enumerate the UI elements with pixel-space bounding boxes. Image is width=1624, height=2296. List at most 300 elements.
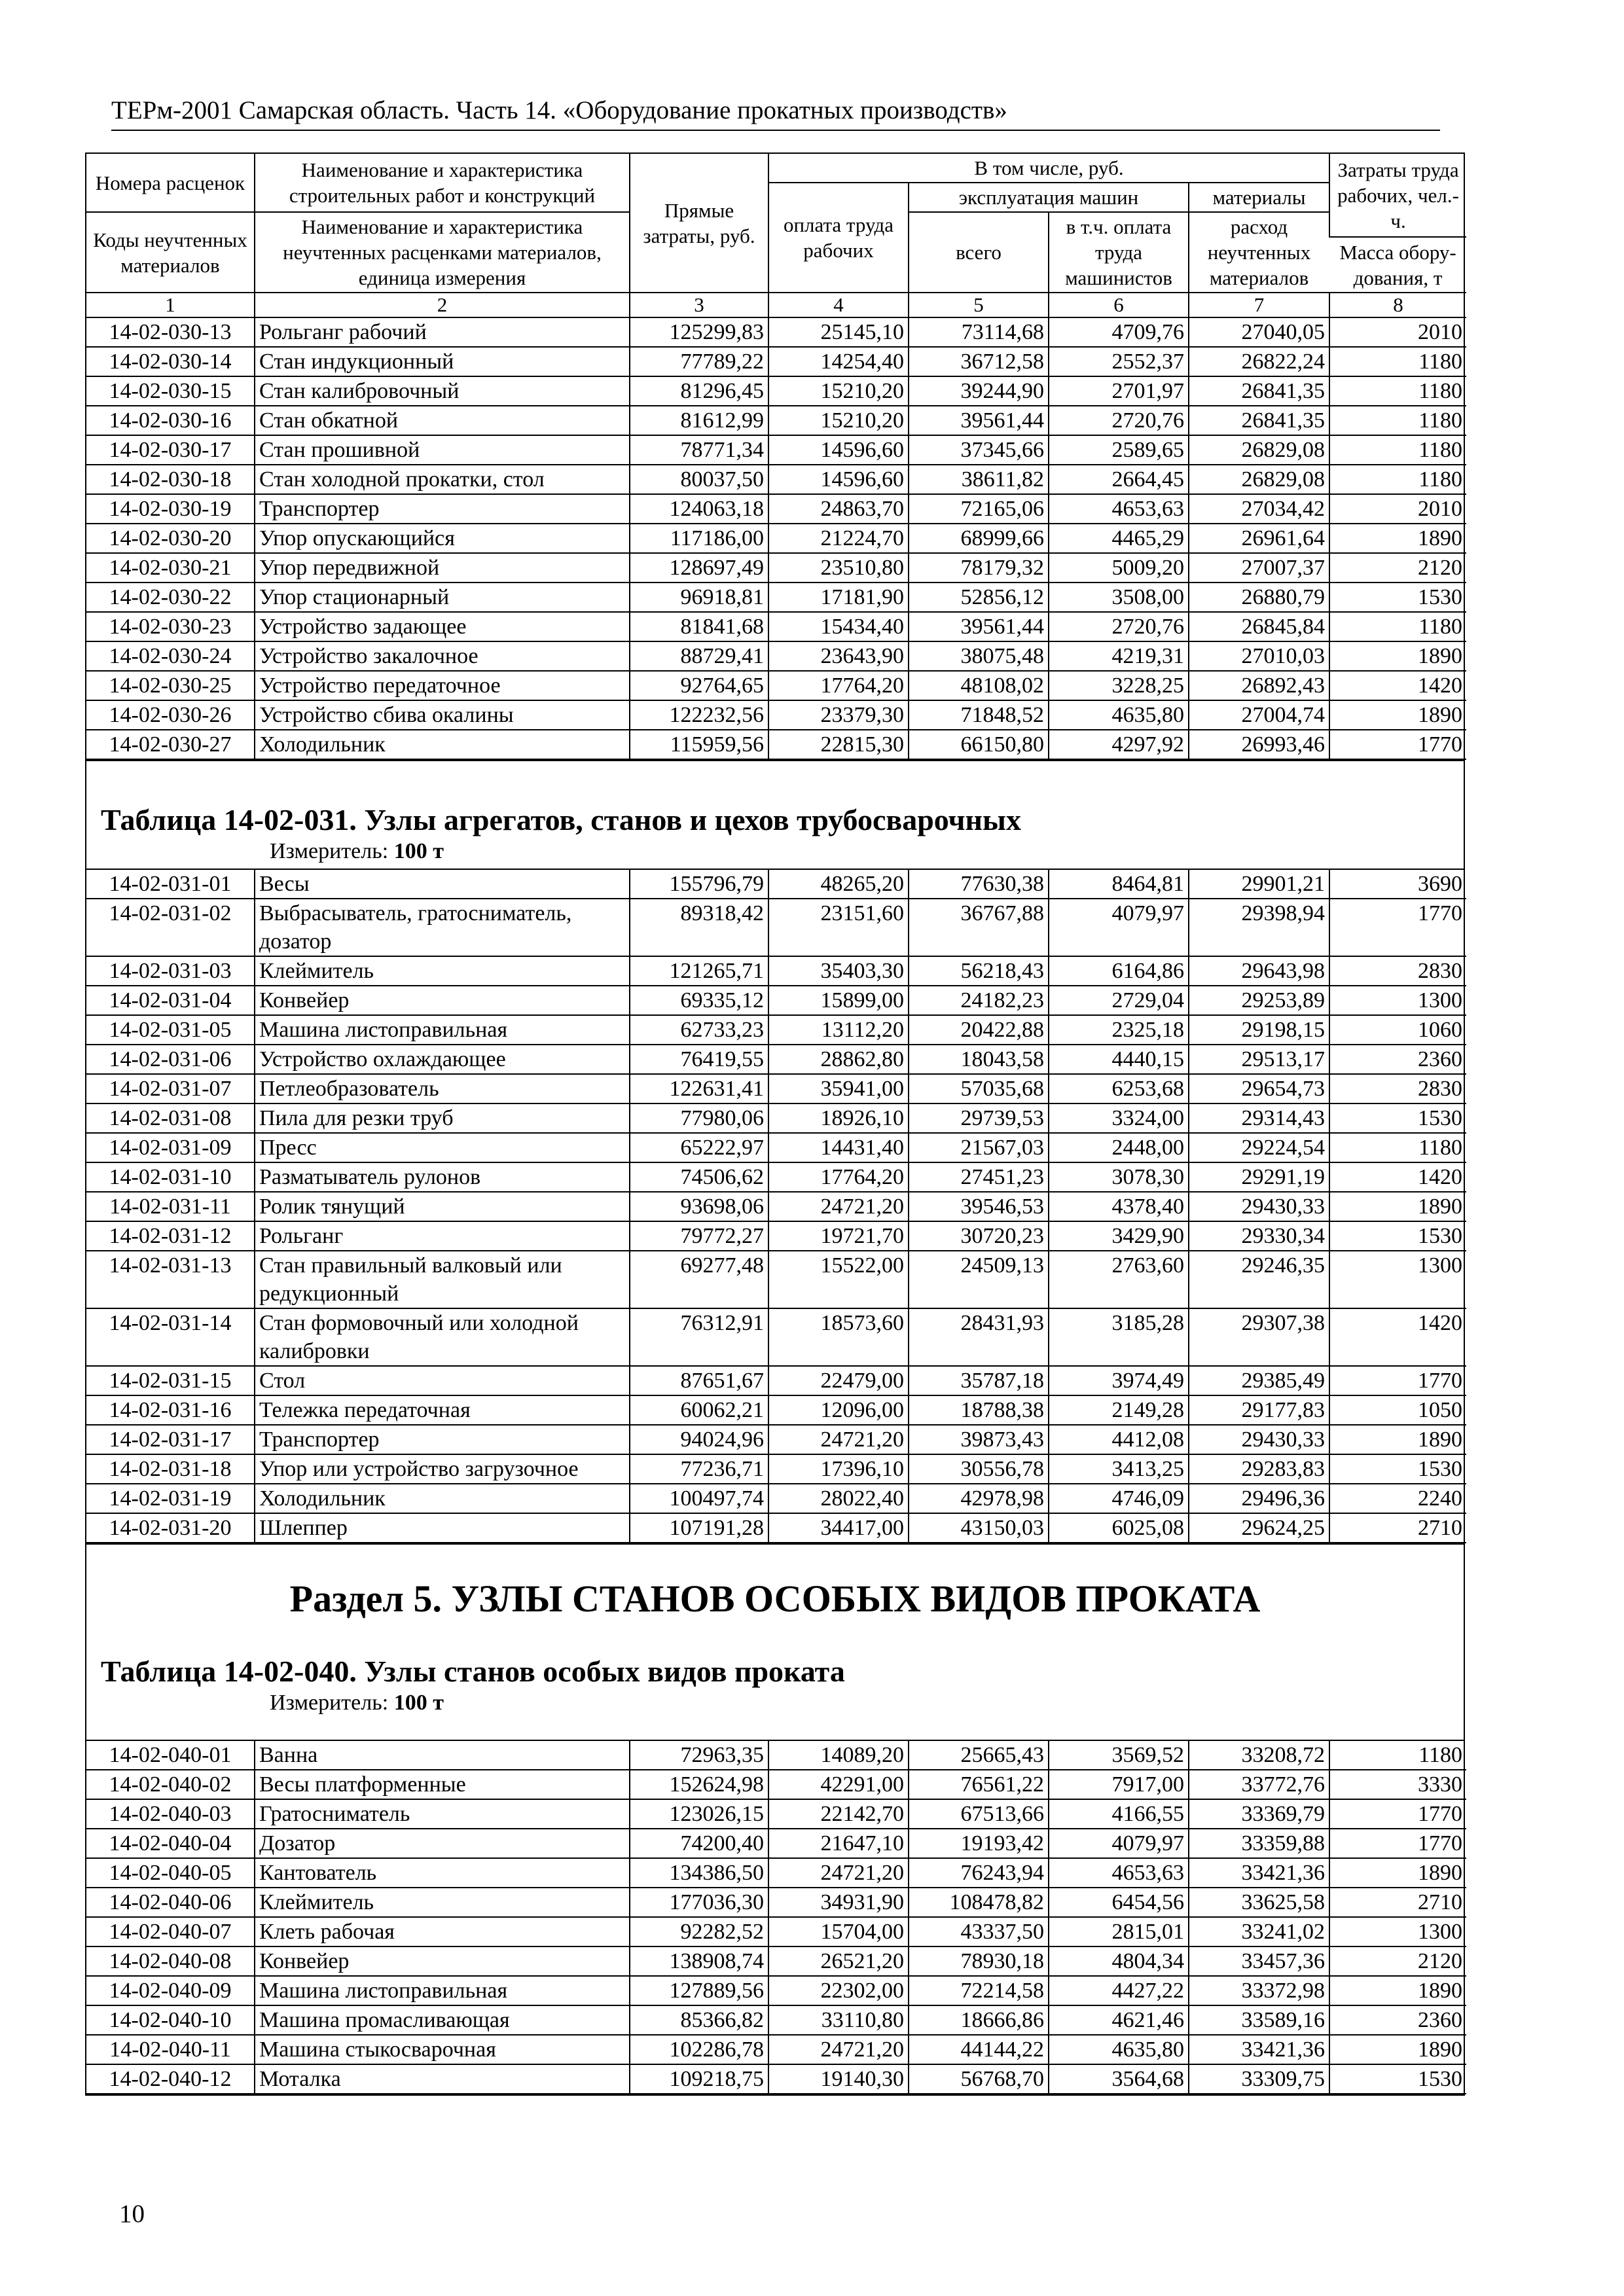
rate-code-cell: 14-02-030-13 bbox=[86, 318, 255, 347]
machines-total-cell: 24509,13 bbox=[909, 1251, 1049, 1308]
machines-total-cell: 42978,98 bbox=[909, 1484, 1049, 1513]
direct-costs-cell: 80037,50 bbox=[630, 465, 768, 494]
materials-cell: 26841,35 bbox=[1189, 406, 1329, 435]
direct-costs-cell: 123026,15 bbox=[630, 1799, 768, 1829]
machines-total-cell: 108478,82 bbox=[909, 1888, 1049, 1917]
labor-hours-cell: 1530 bbox=[1329, 1221, 1466, 1251]
col-machines-header: эксплуатация машин bbox=[909, 183, 1189, 212]
labor-hours-cell: 1420 bbox=[1329, 1162, 1466, 1192]
direct-costs-cell: 81841,68 bbox=[630, 612, 768, 641]
worker-pay-cell: 28862,80 bbox=[768, 1045, 909, 1074]
machinist-pay-cell: 4465,29 bbox=[1049, 524, 1189, 553]
machines-total-cell: 18666,86 bbox=[909, 2005, 1049, 2035]
table-row bbox=[86, 524, 1466, 553]
rate-code-cell: 14-02-030-14 bbox=[86, 347, 255, 376]
machinist-pay-cell: 3569,52 bbox=[1049, 1741, 1189, 1770]
machinist-pay-cell: 7917,00 bbox=[1049, 1770, 1189, 1799]
machinist-pay-cell: 6454,56 bbox=[1049, 1888, 1189, 1917]
rate-code-cell: 14-02-040-10 bbox=[86, 2005, 255, 2035]
rate-code-cell: 14-02-030-20 bbox=[86, 524, 255, 553]
direct-costs-cell: 81612,99 bbox=[630, 406, 768, 435]
worker-pay-cell: 22815,30 bbox=[768, 730, 909, 759]
labor-hours-cell: 1060 bbox=[1329, 1015, 1466, 1045]
rate-code-cell: 14-02-030-18 bbox=[86, 465, 255, 494]
name-cell: Моталка bbox=[255, 2064, 630, 2094]
col-machinist-pay-header: в т.ч. оплата труда машинистов bbox=[1049, 212, 1189, 293]
rate-code-cell: 14-02-031-17 bbox=[86, 1425, 255, 1454]
machinist-pay-cell: 6164,86 bbox=[1049, 956, 1189, 986]
labor-hours-cell: 2120 bbox=[1329, 1946, 1466, 1976]
machinist-pay-cell: 3508,00 bbox=[1049, 583, 1189, 612]
worker-pay-cell: 15704,00 bbox=[768, 1917, 909, 1946]
table-row bbox=[86, 347, 1466, 376]
direct-costs-cell: 121265,71 bbox=[630, 956, 768, 986]
col-number: 5 bbox=[909, 293, 1049, 317]
labor-hours-cell: 1180 bbox=[1329, 347, 1466, 376]
machines-total-cell: 78930,18 bbox=[909, 1946, 1049, 1976]
col-machines-total-header: всего bbox=[909, 212, 1049, 293]
labor-hours-cell: 1420 bbox=[1329, 671, 1466, 700]
machines-total-cell: 35787,18 bbox=[909, 1366, 1049, 1395]
machinist-pay-cell: 3078,30 bbox=[1049, 1162, 1189, 1192]
machines-total-cell: 66150,80 bbox=[909, 730, 1049, 759]
rate-code-cell: 14-02-030-19 bbox=[86, 494, 255, 524]
materials-cell: 29283,83 bbox=[1189, 1454, 1329, 1484]
direct-costs-cell: 87651,67 bbox=[630, 1366, 768, 1395]
name-cell: Пила для резки труб bbox=[255, 1103, 630, 1133]
name-cell: Стан прошивной bbox=[255, 435, 630, 465]
direct-costs-cell: 77236,71 bbox=[630, 1454, 768, 1484]
table-row bbox=[86, 1858, 1466, 1888]
worker-pay-cell: 14431,40 bbox=[768, 1133, 909, 1162]
machinist-pay-cell: 4079,97 bbox=[1049, 899, 1189, 956]
rate-code-cell: 14-02-030-22 bbox=[86, 583, 255, 612]
rate-code-cell: 14-02-030-26 bbox=[86, 700, 255, 730]
machines-total-cell: 18788,38 bbox=[909, 1395, 1049, 1425]
name-cell: Стан правильный валковый или редукционный bbox=[255, 1251, 630, 1308]
machinist-pay-cell: 4709,76 bbox=[1049, 318, 1189, 347]
direct-costs-cell: 92282,52 bbox=[630, 1917, 768, 1946]
worker-pay-cell: 23379,30 bbox=[768, 700, 909, 730]
rate-code-cell: 14-02-030-24 bbox=[86, 641, 255, 671]
name-cell: Упор опускающийся bbox=[255, 524, 630, 553]
worker-pay-cell: 22302,00 bbox=[768, 1976, 909, 2005]
materials-cell: 29430,33 bbox=[1189, 1425, 1329, 1454]
rate-code-cell: 14-02-031-07 bbox=[86, 1074, 255, 1103]
worker-pay-cell: 14596,60 bbox=[768, 435, 909, 465]
col-material-consumption-header: расход неучтенных материалов bbox=[1189, 212, 1329, 293]
materials-cell: 33359,88 bbox=[1189, 1829, 1329, 1858]
worker-pay-cell: 34417,00 bbox=[768, 1513, 909, 1543]
name-cell: Стан холодной прокатки, стол bbox=[255, 465, 630, 494]
worker-pay-cell: 35941,00 bbox=[768, 1074, 909, 1103]
rate-code-cell: 14-02-030-27 bbox=[86, 730, 255, 759]
table-row bbox=[86, 1829, 1466, 1858]
table-row bbox=[86, 1015, 1466, 1045]
direct-costs-cell: 94024,96 bbox=[630, 1425, 768, 1454]
table-row bbox=[86, 870, 1466, 899]
table-row bbox=[86, 956, 1466, 986]
worker-pay-cell: 24721,20 bbox=[768, 1858, 909, 1888]
machines-total-cell: 20422,88 bbox=[909, 1015, 1049, 1045]
machinist-pay-cell: 3974,49 bbox=[1049, 1366, 1189, 1395]
machines-total-cell: 39546,53 bbox=[909, 1192, 1049, 1221]
labor-hours-cell: 1180 bbox=[1329, 406, 1466, 435]
materials-cell: 27034,42 bbox=[1189, 494, 1329, 524]
name-cell: Пресс bbox=[255, 1133, 630, 1162]
labor-hours-cell: 2120 bbox=[1329, 553, 1466, 583]
machines-total-cell: 29739,53 bbox=[909, 1103, 1049, 1133]
table-row bbox=[86, 465, 1466, 494]
machinist-pay-cell: 4079,97 bbox=[1049, 1829, 1189, 1858]
name-cell: Холодильник bbox=[255, 730, 630, 759]
name-cell: Ролик тянущий bbox=[255, 1192, 630, 1221]
col-work-name-header: Наименование и характеристика строительных работ и конструкций bbox=[255, 154, 630, 212]
name-cell: Кантователь bbox=[255, 1858, 630, 1888]
labor-hours-cell: 2710 bbox=[1329, 1888, 1466, 1917]
name-cell: Машина стыкосварочная bbox=[255, 2035, 630, 2064]
worker-pay-cell: 48265,20 bbox=[768, 870, 909, 899]
machines-total-cell: 19193,42 bbox=[909, 1829, 1049, 1858]
rate-code-cell: 14-02-031-11 bbox=[86, 1192, 255, 1221]
name-cell: Петлеобразователь bbox=[255, 1074, 630, 1103]
machines-total-cell: 30720,23 bbox=[909, 1221, 1049, 1251]
labor-hours-cell: 2830 bbox=[1329, 956, 1466, 986]
materials-cell: 33457,36 bbox=[1189, 1946, 1329, 1976]
direct-costs-cell: 79772,27 bbox=[630, 1221, 768, 1251]
machinist-pay-cell: 4804,34 bbox=[1049, 1946, 1189, 1976]
machinist-pay-cell: 3185,28 bbox=[1049, 1308, 1189, 1366]
worker-pay-cell: 23643,90 bbox=[768, 641, 909, 671]
worker-pay-cell: 24721,20 bbox=[768, 1192, 909, 1221]
materials-cell: 26993,46 bbox=[1189, 730, 1329, 759]
machinist-pay-cell: 4219,31 bbox=[1049, 641, 1189, 671]
machines-total-cell: 39561,44 bbox=[909, 406, 1049, 435]
direct-costs-cell: 107191,28 bbox=[630, 1513, 768, 1543]
machinist-pay-cell: 2448,00 bbox=[1049, 1133, 1189, 1162]
worker-pay-cell: 17396,10 bbox=[768, 1454, 909, 1484]
materials-cell: 27007,37 bbox=[1189, 553, 1329, 583]
table-row bbox=[86, 2005, 1466, 2035]
name-cell: Рольганг рабочий bbox=[255, 318, 630, 347]
section-title: Раздел 5. УЗЛЫ СТАНОВ ОСОБЫХ ВИДОВ ПРОКАТА bbox=[289, 1577, 1261, 1620]
worker-pay-cell: 22142,70 bbox=[768, 1799, 909, 1829]
materials-cell: 29330,34 bbox=[1189, 1221, 1329, 1251]
machines-total-cell: 76561,22 bbox=[909, 1770, 1049, 1799]
table-row bbox=[86, 2035, 1466, 2064]
rate-code-cell: 14-02-040-08 bbox=[86, 1946, 255, 1976]
rates-table-14-02-031 bbox=[86, 870, 1466, 1543]
table-row bbox=[86, 1251, 1466, 1308]
worker-pay-cell: 23151,60 bbox=[768, 899, 909, 956]
machinist-pay-cell: 3429,90 bbox=[1049, 1221, 1189, 1251]
worker-pay-cell: 21224,70 bbox=[768, 524, 909, 553]
measure-unit: Измеритель: 100 т bbox=[270, 839, 444, 863]
name-cell: Шлеппер bbox=[255, 1513, 630, 1543]
machinist-pay-cell: 6025,08 bbox=[1049, 1513, 1189, 1543]
machines-total-cell: 71848,52 bbox=[909, 700, 1049, 730]
table-row bbox=[86, 1103, 1466, 1133]
worker-pay-cell: 28022,40 bbox=[768, 1484, 909, 1513]
materials-cell: 33772,76 bbox=[1189, 1770, 1329, 1799]
table-row bbox=[86, 2064, 1466, 2094]
machinist-pay-cell: 2729,04 bbox=[1049, 986, 1189, 1015]
machinist-pay-cell: 6253,68 bbox=[1049, 1074, 1189, 1103]
materials-cell: 33421,36 bbox=[1189, 1858, 1329, 1888]
col-number: 8 bbox=[1329, 293, 1466, 317]
machines-total-cell: 72165,06 bbox=[909, 494, 1049, 524]
rate-code-cell: 14-02-031-01 bbox=[86, 870, 255, 899]
table-row bbox=[86, 1162, 1466, 1192]
table-row bbox=[86, 1741, 1466, 1770]
machinist-pay-cell: 4378,40 bbox=[1049, 1192, 1189, 1221]
rate-code-cell: 14-02-040-01 bbox=[86, 1741, 255, 1770]
col-materials-header: материалы bbox=[1189, 183, 1329, 212]
rate-code-cell: 14-02-040-05 bbox=[86, 1858, 255, 1888]
name-cell: Конвейер bbox=[255, 986, 630, 1015]
worker-pay-cell: 19721,70 bbox=[768, 1221, 909, 1251]
rate-code-cell: 14-02-040-12 bbox=[86, 2064, 255, 2094]
rate-code-cell: 14-02-031-03 bbox=[86, 956, 255, 986]
name-cell: Машина листоправильная bbox=[255, 1015, 630, 1045]
direct-costs-cell: 81296,45 bbox=[630, 376, 768, 406]
worker-pay-cell: 17764,20 bbox=[768, 1162, 909, 1192]
name-cell: Устройство закалочное bbox=[255, 641, 630, 671]
name-cell: Упор или устройство загрузочное bbox=[255, 1454, 630, 1484]
machinist-pay-cell: 2664,45 bbox=[1049, 465, 1189, 494]
table-row bbox=[86, 1192, 1466, 1221]
machines-total-cell: 37345,66 bbox=[909, 435, 1049, 465]
labor-hours-cell: 1300 bbox=[1329, 986, 1466, 1015]
col-rate-number-header: Номера расценок bbox=[86, 154, 255, 212]
table-row bbox=[86, 1221, 1466, 1251]
name-cell: Стан калибровочный bbox=[255, 376, 630, 406]
labor-hours-cell: 2240 bbox=[1329, 1484, 1466, 1513]
name-cell: Стан обкатной bbox=[255, 406, 630, 435]
direct-costs-cell: 69277,48 bbox=[630, 1251, 768, 1308]
machines-total-cell: 30556,78 bbox=[909, 1454, 1049, 1484]
machines-total-cell: 57035,68 bbox=[909, 1074, 1049, 1103]
rate-code-cell: 14-02-040-06 bbox=[86, 1888, 255, 1917]
section-5-heading bbox=[86, 1543, 1464, 1741]
rate-code-cell: 14-02-031-13 bbox=[86, 1251, 255, 1308]
machinist-pay-cell: 4621,46 bbox=[1049, 2005, 1189, 2035]
machines-total-cell: 73114,68 bbox=[909, 318, 1049, 347]
direct-costs-cell: 96918,81 bbox=[630, 583, 768, 612]
direct-costs-cell: 128697,49 bbox=[630, 553, 768, 583]
labor-hours-cell: 1180 bbox=[1329, 435, 1466, 465]
rate-code-cell: 14-02-030-15 bbox=[86, 376, 255, 406]
table-row bbox=[86, 1888, 1466, 1917]
machines-total-cell: 44144,22 bbox=[909, 2035, 1049, 2064]
name-cell: Устройство задающее bbox=[255, 612, 630, 641]
worker-pay-cell: 15434,40 bbox=[768, 612, 909, 641]
worker-pay-cell: 24721,20 bbox=[768, 2035, 909, 2064]
materials-cell: 27010,03 bbox=[1189, 641, 1329, 671]
table-row bbox=[86, 1395, 1466, 1425]
materials-cell: 26822,24 bbox=[1189, 347, 1329, 376]
table-row bbox=[86, 406, 1466, 435]
materials-cell: 33241,02 bbox=[1189, 1917, 1329, 1946]
machines-total-cell: 38075,48 bbox=[909, 641, 1049, 671]
rate-code-cell: 14-02-031-05 bbox=[86, 1015, 255, 1045]
col-number: 2 bbox=[255, 293, 630, 317]
worker-pay-cell: 15899,00 bbox=[768, 986, 909, 1015]
labor-hours-cell: 2010 bbox=[1329, 318, 1466, 347]
machinist-pay-cell: 4427,22 bbox=[1049, 1976, 1189, 2005]
machines-total-cell: 43337,50 bbox=[909, 1917, 1049, 1946]
name-cell: Весы платформенные bbox=[255, 1770, 630, 1799]
direct-costs-cell: 124063,18 bbox=[630, 494, 768, 524]
measure-unit: Измеритель: 100 т bbox=[270, 1691, 444, 1715]
table-row bbox=[86, 641, 1466, 671]
machines-total-cell: 67513,66 bbox=[909, 1799, 1049, 1829]
name-cell: Конвейер bbox=[255, 1946, 630, 1976]
materials-cell: 26829,08 bbox=[1189, 465, 1329, 494]
name-cell: Гратосниматель bbox=[255, 1799, 630, 1829]
direct-costs-cell: 152624,98 bbox=[630, 1770, 768, 1799]
materials-cell: 33589,16 bbox=[1189, 2005, 1329, 2035]
worker-pay-cell: 17764,20 bbox=[768, 671, 909, 700]
table-row bbox=[86, 1045, 1466, 1074]
name-cell: Клеймитель bbox=[255, 1888, 630, 1917]
rate-code-cell: 14-02-031-04 bbox=[86, 986, 255, 1015]
materials-cell: 29224,54 bbox=[1189, 1133, 1329, 1162]
table-row bbox=[86, 1074, 1466, 1103]
worker-pay-cell: 42291,00 bbox=[768, 1770, 909, 1799]
machines-total-cell: 36767,88 bbox=[909, 899, 1049, 956]
col-material-names-header: Наименование и характеристика неучтенных расценками материалов, единица измерения bbox=[255, 212, 630, 293]
name-cell: Рольганг bbox=[255, 1221, 630, 1251]
rate-code-cell: 14-02-040-03 bbox=[86, 1799, 255, 1829]
rate-code-cell: 14-02-040-07 bbox=[86, 1917, 255, 1946]
name-cell: Упор передвижной bbox=[255, 553, 630, 583]
col-equipment-mass-header: Масса обору-дования, т bbox=[1329, 237, 1466, 293]
rate-code-cell: 14-02-031-02 bbox=[86, 899, 255, 956]
name-cell: Устройство охлаждающее bbox=[255, 1045, 630, 1074]
col-direct-costs-header: Прямые затраты, руб. bbox=[630, 154, 768, 293]
labor-hours-cell: 2010 bbox=[1329, 494, 1466, 524]
machinist-pay-cell: 2720,76 bbox=[1049, 612, 1189, 641]
labor-hours-cell: 2830 bbox=[1329, 1074, 1466, 1103]
labor-hours-cell: 1530 bbox=[1329, 1103, 1466, 1133]
materials-cell: 26829,08 bbox=[1189, 435, 1329, 465]
labor-hours-cell: 1300 bbox=[1329, 1917, 1466, 1946]
rate-code-cell: 14-02-040-04 bbox=[86, 1829, 255, 1858]
name-cell: Разматыватель рулонов bbox=[255, 1162, 630, 1192]
machines-total-cell: 21567,03 bbox=[909, 1133, 1049, 1162]
direct-costs-cell: 122631,41 bbox=[630, 1074, 768, 1103]
machines-total-cell: 18043,58 bbox=[909, 1045, 1049, 1074]
machinist-pay-cell: 2815,01 bbox=[1049, 1917, 1189, 1946]
worker-pay-cell: 23510,80 bbox=[768, 553, 909, 583]
labor-hours-cell: 1050 bbox=[1329, 1395, 1466, 1425]
labor-hours-cell: 1890 bbox=[1329, 1976, 1466, 2005]
machinist-pay-cell: 4653,63 bbox=[1049, 1858, 1189, 1888]
table-title: Таблица 14-02-031. Узлы агрегатов, станов и цехов трубосварочных bbox=[101, 803, 1021, 836]
machines-total-cell: 25665,43 bbox=[909, 1741, 1049, 1770]
machines-total-cell: 24182,23 bbox=[909, 986, 1049, 1015]
direct-costs-cell: 77980,06 bbox=[630, 1103, 768, 1133]
machinist-pay-cell: 2589,65 bbox=[1049, 435, 1189, 465]
col-group-including-header: В том числе, руб. bbox=[768, 154, 1329, 183]
materials-cell: 29430,33 bbox=[1189, 1192, 1329, 1221]
rate-code-cell: 14-02-030-25 bbox=[86, 671, 255, 700]
table-row bbox=[86, 1425, 1466, 1454]
worker-pay-cell: 12096,00 bbox=[768, 1395, 909, 1425]
materials-cell: 29901,21 bbox=[1189, 870, 1329, 899]
rate-code-cell: 14-02-031-16 bbox=[86, 1395, 255, 1425]
rate-code-cell: 14-02-031-08 bbox=[86, 1103, 255, 1133]
table-row bbox=[86, 553, 1466, 583]
machinist-pay-cell: 2325,18 bbox=[1049, 1015, 1189, 1045]
rate-code-cell: 14-02-030-23 bbox=[86, 612, 255, 641]
materials-cell: 29398,94 bbox=[1189, 899, 1329, 956]
machines-total-cell: 52856,12 bbox=[909, 583, 1049, 612]
col-material-codes-header: Коды неучтенных материалов bbox=[86, 212, 255, 293]
labor-hours-cell: 1530 bbox=[1329, 583, 1466, 612]
rate-code-cell: 14-02-031-15 bbox=[86, 1366, 255, 1395]
rate-code-cell: 14-02-031-18 bbox=[86, 1454, 255, 1484]
materials-cell: 29624,25 bbox=[1189, 1513, 1329, 1543]
materials-cell: 29291,19 bbox=[1189, 1162, 1329, 1192]
table-row bbox=[86, 494, 1466, 524]
labor-hours-cell: 2360 bbox=[1329, 1045, 1466, 1074]
name-cell: Машина промасливающая bbox=[255, 2005, 630, 2035]
direct-costs-cell: 177036,30 bbox=[630, 1888, 768, 1917]
materials-cell: 33208,72 bbox=[1189, 1741, 1329, 1770]
table-row bbox=[86, 1454, 1466, 1484]
machines-total-cell: 27451,23 bbox=[909, 1162, 1049, 1192]
materials-cell: 33369,79 bbox=[1189, 1799, 1329, 1829]
machines-total-cell: 39244,90 bbox=[909, 376, 1049, 406]
direct-costs-cell: 60062,21 bbox=[630, 1395, 768, 1425]
machinist-pay-cell: 3413,25 bbox=[1049, 1454, 1189, 1484]
worker-pay-cell: 25145,10 bbox=[768, 318, 909, 347]
table-row bbox=[86, 583, 1466, 612]
rate-code-cell: 14-02-031-09 bbox=[86, 1133, 255, 1162]
col-number: 6 bbox=[1049, 293, 1189, 317]
worker-pay-cell: 19140,30 bbox=[768, 2064, 909, 2094]
machinist-pay-cell: 3324,00 bbox=[1049, 1103, 1189, 1133]
machines-total-cell: 28431,93 bbox=[909, 1308, 1049, 1366]
worker-pay-cell: 13112,20 bbox=[768, 1015, 909, 1045]
table-row bbox=[86, 1917, 1466, 1946]
name-cell: Транспортер bbox=[255, 494, 630, 524]
materials-cell: 33421,36 bbox=[1189, 2035, 1329, 2064]
table-row bbox=[86, 1770, 1466, 1799]
machines-total-cell: 68999,66 bbox=[909, 524, 1049, 553]
rate-code-cell: 14-02-030-16 bbox=[86, 406, 255, 435]
direct-costs-cell: 72963,35 bbox=[630, 1741, 768, 1770]
name-cell: Устройство сбива окалины bbox=[255, 700, 630, 730]
labor-hours-cell: 1770 bbox=[1329, 899, 1466, 956]
direct-costs-cell: 122232,56 bbox=[630, 700, 768, 730]
materials-cell: 26845,84 bbox=[1189, 612, 1329, 641]
materials-cell: 33309,75 bbox=[1189, 2064, 1329, 2094]
materials-cell: 26880,79 bbox=[1189, 583, 1329, 612]
rate-code-cell: 14-02-031-14 bbox=[86, 1308, 255, 1366]
direct-costs-cell: 92764,65 bbox=[630, 671, 768, 700]
worker-pay-cell: 21647,10 bbox=[768, 1829, 909, 1858]
labor-hours-cell: 1890 bbox=[1329, 2035, 1466, 2064]
rates-table-14-02-030 bbox=[86, 318, 1466, 760]
machinist-pay-cell: 8464,81 bbox=[1049, 870, 1189, 899]
worker-pay-cell: 18926,10 bbox=[768, 1103, 909, 1133]
name-cell: Транспортер bbox=[255, 1425, 630, 1454]
rate-code-cell: 14-02-030-17 bbox=[86, 435, 255, 465]
machinist-pay-cell: 4635,80 bbox=[1049, 700, 1189, 730]
